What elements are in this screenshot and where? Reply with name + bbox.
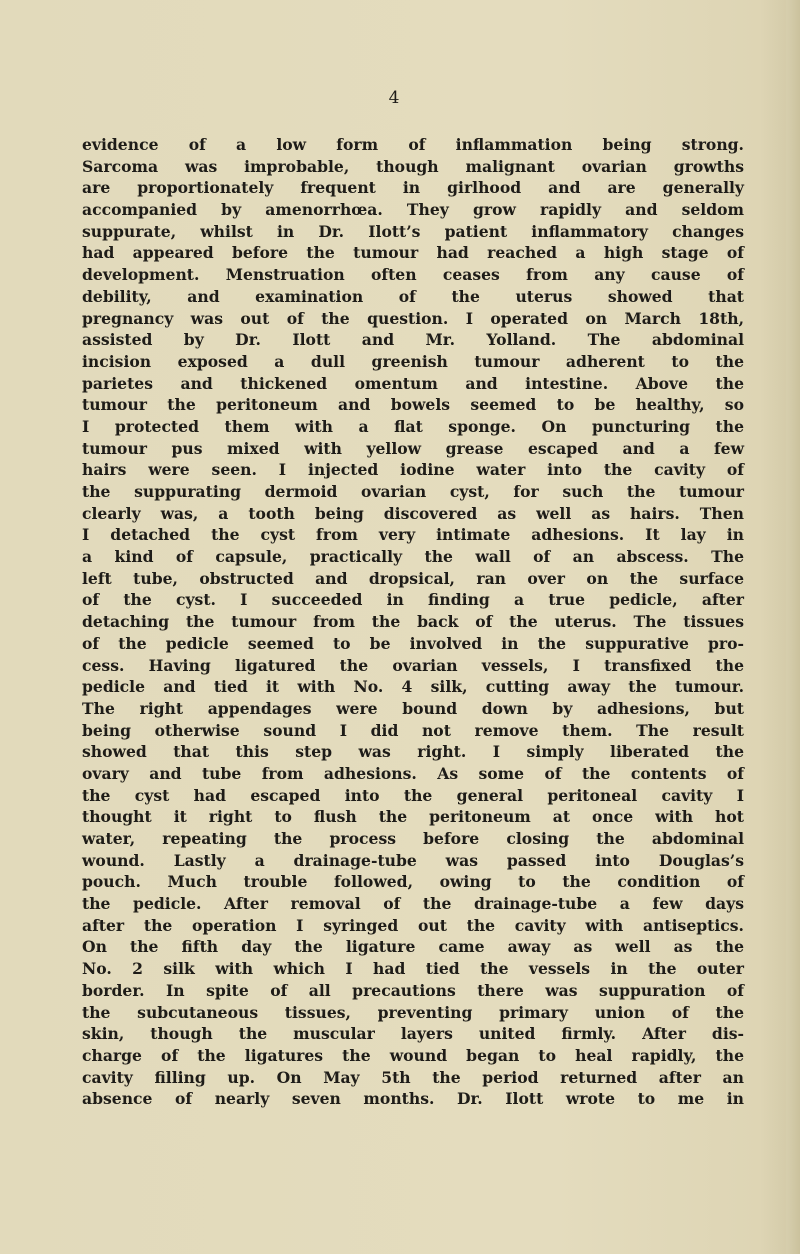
text-line: wound. Lastly a drainage-tube was passed into Douglas’s — [82, 850, 744, 870]
text-line: a kind of capsule, practically the wall of an abscess. The — [82, 547, 744, 567]
text-line: No. 2 silk with which I had tied the vessels in the outer — [82, 959, 744, 979]
text-line: are proportionately frequent in girlhood and are generally — [82, 178, 744, 198]
text-line: I protected them with a flat sponge. On puncturing the — [82, 416, 744, 436]
text-line: parietes and thickened omentum and intestine. Above the — [82, 373, 744, 393]
text-line: suppurate, whilst in Dr. Ilott’s patient inflammatory changes — [82, 221, 744, 241]
text-line: On the fifth day the ligature came away as well as the — [82, 937, 744, 957]
text-line: hairs were seen. I injected iodine water into the cavity of — [82, 460, 744, 480]
text-line: Sarcoma was improbable, though malignant ovarian growths — [82, 156, 744, 176]
text-line: evidence of a low form of inflammation being strong. — [82, 135, 744, 154]
text-line: the subcutaneous tissues, preventing primary union of the — [82, 1002, 744, 1022]
text-line: incision exposed a dull greenish tumour adherent to the — [82, 351, 744, 371]
text-line: clearly was, a tooth being discovered as well as hairs. Then — [82, 503, 744, 523]
text-line: debility, and examination of the uterus showed that — [82, 286, 744, 306]
text-line: pouch. Much trouble followed, owing to the condition of — [82, 872, 744, 892]
text-line: ovary and tube from adhesions. As some of the contents of — [82, 763, 744, 783]
text-line: thought it right to flush the peritoneum at once with hot — [82, 807, 744, 827]
text-line: left tube, obstructed and dropsical, ran over on the surface — [82, 568, 744, 588]
text-line: assisted by Dr. Ilott and Mr. Yolland. The abdominal — [82, 330, 744, 350]
text-line: pregnancy was out of the question. I operated on March 18th, — [82, 308, 744, 328]
text-line: pedicle and tied it with No. 4 silk, cutting away the tumour. — [82, 677, 744, 697]
text-line: tumour pus mixed with yellow grease escaped and a few — [82, 438, 744, 458]
text-line: tumour the peritoneum and bowels seemed to be healthy, so — [82, 395, 744, 415]
text-line: showed that this step was right. I simply liberated the — [82, 742, 744, 762]
text-line: The right appendages were bound down by adhesions, but — [82, 698, 744, 718]
text-line: the suppurating dermoid ovarian cyst, for such the tumour — [82, 482, 744, 501]
text-line: after the operation I syringed out the cavity with antiseptics. — [82, 915, 744, 935]
text-line: absence of nearly seven months. Dr. Ilott wrote to me in — [82, 1089, 744, 1109]
text-line: being otherwise sound I did not remove them. The result — [82, 720, 744, 740]
text-line: water, repeating the process before closing the abdominal — [82, 829, 744, 848]
text-line: skin, though the muscular layers united firmly. After dis- — [82, 1024, 744, 1044]
page-number: 4 — [388, 88, 400, 108]
text-line: cavity filling up. On May 5th the period returned after an — [82, 1067, 744, 1087]
text-line: charge of the ligatures the wound began to heal rapidly, the — [82, 1045, 744, 1065]
text-line: I detached the cyst from very intimate adhesions. It lay in — [82, 525, 744, 545]
text-line: the cyst had escaped into the general peritoneal cavity I — [82, 785, 744, 805]
text-line: accompanied by amenorrhœa. They grow rapidly and seldom — [82, 200, 744, 220]
page-edge-shadow — [760, 0, 800, 1254]
text-line: border. In spite of all precautions there was suppuration of — [82, 980, 744, 1000]
text-line: the pedicle. After removal of the drainage-tube a few days — [82, 894, 744, 914]
body-text — [82, 134, 744, 1110]
text-line: development. Menstruation often ceases from any cause of — [82, 265, 744, 285]
text-line: cess. Having ligatured the ovarian vessels, I transfixed the — [82, 655, 744, 675]
text-line: of the cyst. I succeeded in finding a true pedicle, after — [82, 590, 744, 610]
text-line: had appeared before the tumour had reached a high stage of — [82, 243, 744, 263]
text-line: of the pedicle seemed to be involved in the suppurative pro- — [82, 633, 744, 653]
text-line: detaching the tumour from the back of the uterus. The tissues — [82, 612, 744, 632]
